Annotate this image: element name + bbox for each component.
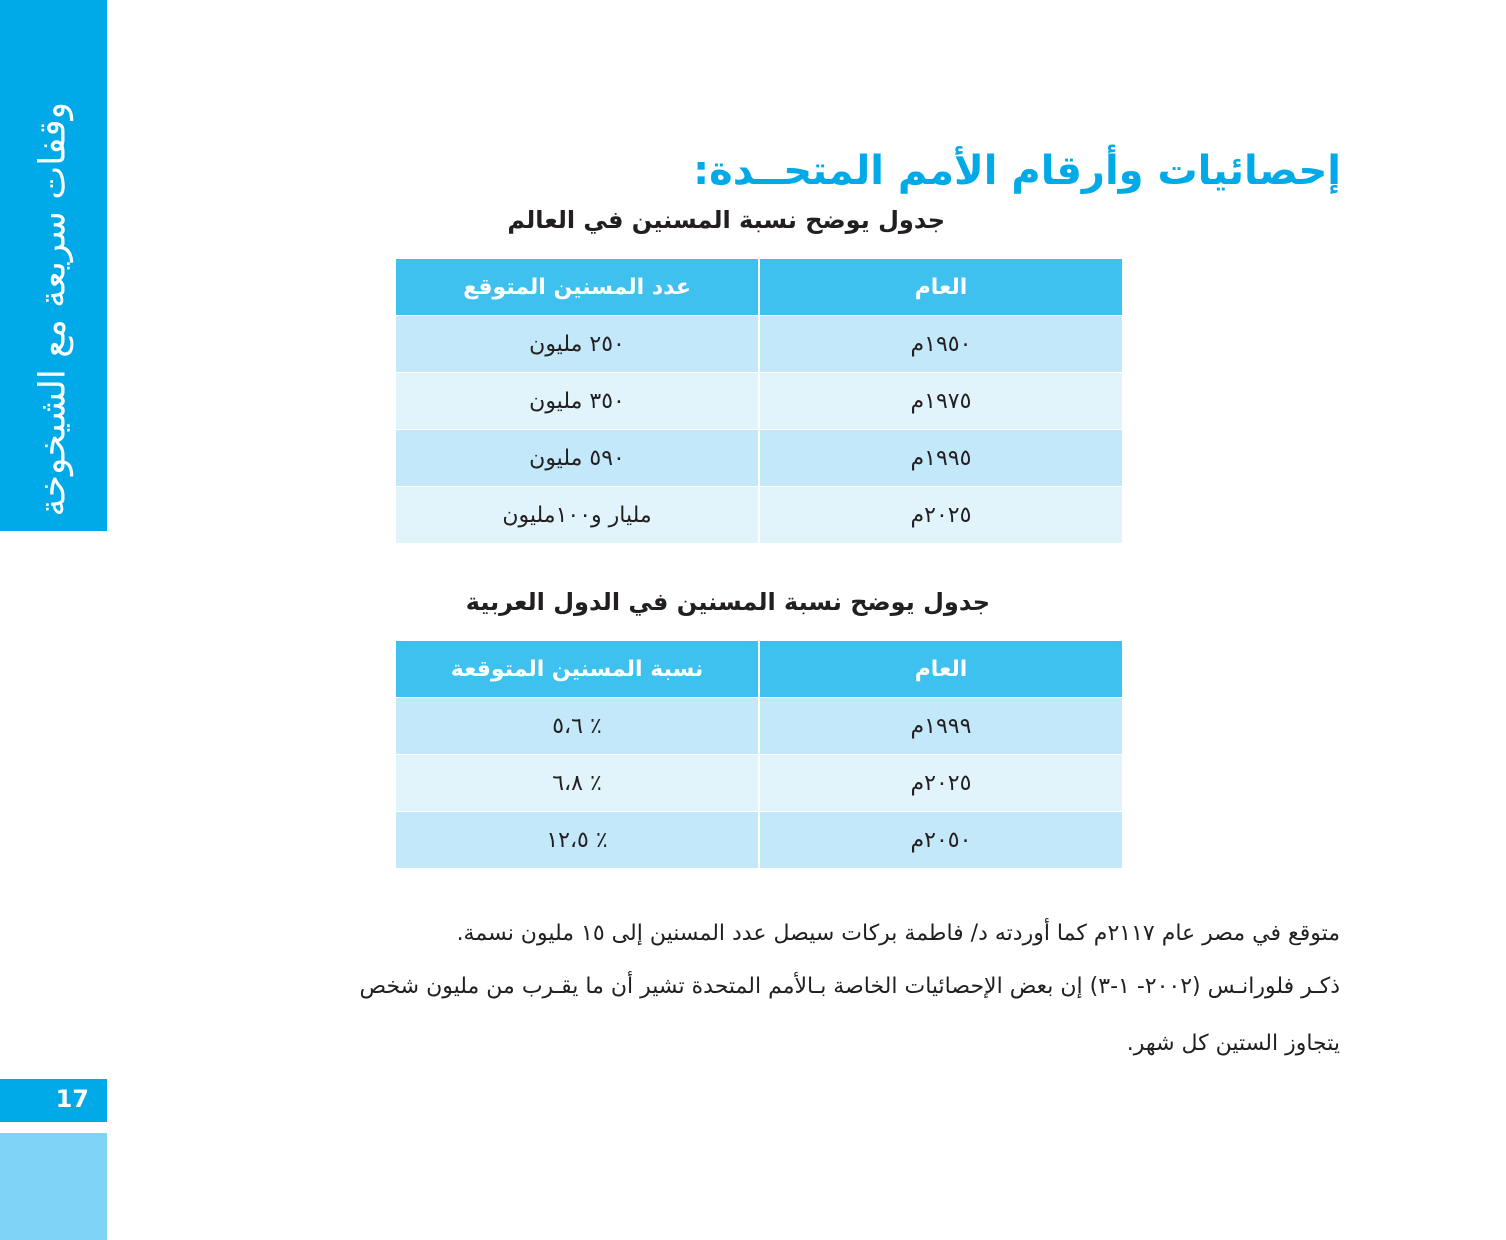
page-title: إحصائيات وأرقام الأمم المتحــدة: [693, 148, 1341, 194]
header-count: عدد المسنين المتوقع [395, 259, 759, 316]
table-header-row [395, 641, 1123, 698]
side-band [0, 0, 107, 531]
book-title: وقفات سريعة مع الشيخوخة [32, 102, 74, 517]
table-row [395, 373, 1123, 430]
table-world [394, 258, 1124, 544]
table-row [395, 487, 1123, 544]
paragraph-florence-line-2: يتجاوز الستين كل شهر. [1126, 1031, 1340, 1056]
cell-value: ٢٥٠ مليون [395, 316, 759, 373]
cell-value: ٪ ١٢،٥ [395, 812, 759, 869]
decorative-block [0, 1133, 107, 1240]
cell-value: ٣٥٠ مليون [395, 373, 759, 430]
paragraph-egypt: متوقع في مصر عام ٢١١٧م كما أوردته د/ فاطمة بركات سيصل عدد المسنين إلى ١٥ مليون نسمة. [456, 921, 1340, 946]
cell-year: ٢٠٥٠م [759, 812, 1123, 869]
page-number-box [0, 1079, 107, 1122]
cell-value: ٪ ٥،٦ [395, 698, 759, 755]
page-number: 17 [55, 1085, 89, 1113]
cell-year: ١٩٧٥م [759, 373, 1123, 430]
cell-year: ١٩٩٥م [759, 430, 1123, 487]
table-arab-caption: جدول يوضح نسبة المسنين في الدول العربية [465, 588, 990, 616]
cell-year: ١٩٩٩م [759, 698, 1123, 755]
table-row [395, 755, 1123, 812]
cell-year: ٢٠٢٥م [759, 487, 1123, 544]
table-row [395, 698, 1123, 755]
table-row [395, 316, 1123, 373]
header-year: العام [759, 259, 1123, 316]
cell-year: ٢٠٢٥م [759, 755, 1123, 812]
table-row [395, 430, 1123, 487]
cell-value: ٥٩٠ مليون [395, 430, 759, 487]
cell-year: ١٩٥٠م [759, 316, 1123, 373]
table-world-caption: جدول يوضح نسبة المسنين في العالم [507, 206, 945, 234]
table-header-row [395, 259, 1123, 316]
table-row [395, 812, 1123, 869]
header-ratio: نسبة المسنين المتوقعة [395, 641, 759, 698]
table-arab [394, 640, 1124, 869]
cell-value: ٪ ٦،٨ [395, 755, 759, 812]
cell-value: مليار و١٠٠مليون [395, 487, 759, 544]
header-year: العام [759, 641, 1123, 698]
paragraph-florence-line-1: ذكـر فلورانـس (٢٠٠٢- ١-٣) إن بعض الإحصائيات الخاصة بـالأمم المتحدة تشير أن ما يقـرب من مليون شخص [359, 974, 1340, 999]
